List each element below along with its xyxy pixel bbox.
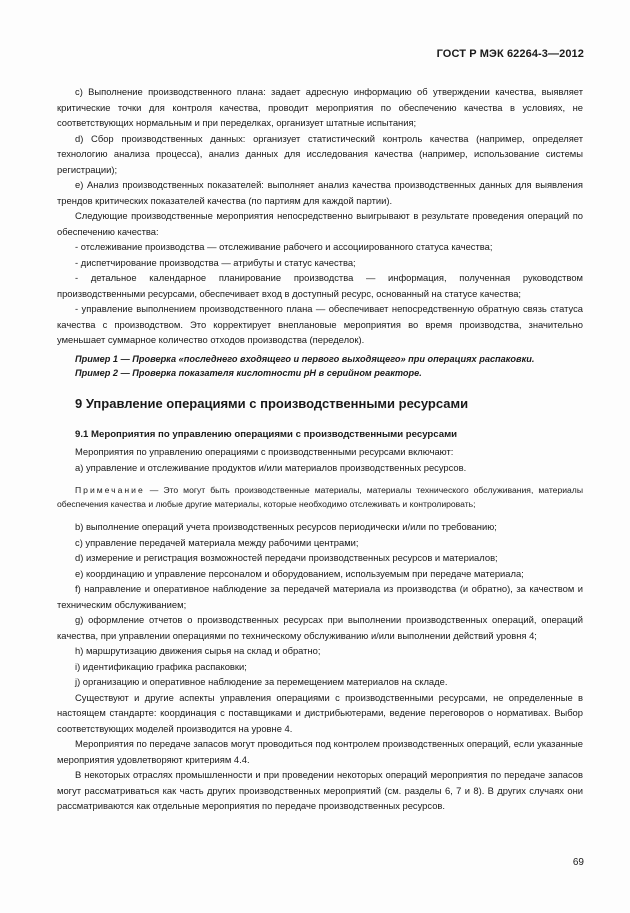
dash-item: - детальное календарное планирование производства — информация, полученная руководством производственными ресурсами, обеспечивает вход в доступный ресурс, основанный на статусе качества; (57, 272, 583, 299)
list-item: f) направление и оперативное наблюдение за передачей материала из производства (и обратно), за качеством и техническим обслуживанием; (57, 583, 583, 610)
subsection-heading: 9.1 Мероприятия по управлению операциями с производственными ресурсами (75, 428, 458, 440)
list-item: d) Сбор производственных данных: организует статистический контроль качества (например, определяет технологию анализа процесса), анализ данных для исследования качества (например, использование системы регистрации); (57, 132, 583, 175)
page-body (57, 84, 583, 814)
page-number: 69 (572, 857, 584, 868)
paragraph: В некоторых отраслях промышленности и при проведении некоторых операций мероприятия по передаче запасов могут рассматриваться как часть других производственных мероприятий (см. разделы 6, 7 и 8). В других случаях они рассматриваются как отдельные мероприятия по передаче производственных ресурсов. (57, 769, 583, 811)
example-1: Пример 1 — Проверка «последнего входящего и первого выходящего» при операциях распаковки. (75, 353, 535, 364)
list-item: c) управление передачей материала между рабочими центрами; (75, 536, 359, 548)
standard-code-header: ГОСТ Р МЭК 62264-3—2012 (436, 48, 584, 60)
list-item: j) организацию и оперативное наблюдение за перемещением материалов на складе. (75, 676, 448, 687)
list-item: i) идентификацию графика распаковки; (75, 660, 247, 672)
dash-item: - управление выполнением производственного плана — обеспечивает непосредственную обратную связь статуса качества с производством. Это корректирует внеплановые мероприятия во время производства, значительно уменьшает суммарное количество отходов производства (переделок). (57, 303, 583, 345)
paragraph: Существуют и другие аспекты управления операциями с производственными ресурсами, не определенные в настоящем стандарте: координация с поставщиками и дистрибьютерами, ведение переговоров о нормативах. Выбор соответствующих моделей производится на уровне 4. (57, 691, 583, 734)
list-item: d) измерение и регистрация возможностей передачи производственных ресурсов и материалов; (75, 552, 498, 563)
note-text: — Это могут быть производственные материалы, материалы технического обслуживания, материалы обеспечения качества и любые другие материалы, которые необходимо отслеживать и контролировать; (57, 485, 583, 509)
note (57, 483, 583, 511)
list-item: e) координацию и управление персоналом и оборудованием, используемым при передаче материала; (75, 567, 524, 579)
example-2: Пример 2 — Проверка показателя кислотности pH в серийном реакторе. (75, 368, 422, 378)
note-label: Примечание (75, 485, 145, 495)
paragraph: Следующие производственные мероприятия непосредственно выигрывают в результате проведения операций по обеспечению качества: (57, 210, 583, 237)
list-item: g) оформление отчетов о производственных ресурсах при выполнении производственных операций, операций качества, при управлении операциями по техническому обслуживанию и/или выполнении действий уровня 4; (57, 614, 583, 641)
examples-block (57, 352, 583, 381)
list-item: e) Анализ производственных показателей: выполняет анализ качества производственных данных для выявления трендов критических показателей качества (по партиям для каждой партии). (57, 179, 583, 206)
dash-item: - диспетчирование производства — атрибуты и статус качества; (75, 256, 356, 268)
list-item: b) выполнение операций учета производственных ресурсов периодически и/или по требованию; (75, 521, 497, 532)
section-heading: 9 Управление операциями с производственными ресурсами (75, 395, 469, 411)
dash-item: - отслеживание производства — отслеживание рабочего и ассоциированного статуса качества; (75, 241, 493, 252)
paragraph: Мероприятия по управлению операциями с производственными ресурсами включают: (75, 446, 454, 457)
list-item: h) маршрутизацию движения сырья на склад и обратно; (75, 645, 321, 656)
paragraph: Мероприятия по передаче запасов могут проводиться под контролем производственных операций, если указанные мероприятия удовлетворяют критериям 4.4. (57, 738, 583, 765)
list-item: a) управление и отслеживание продуктов и/или материалов производственных ресурсов. (75, 461, 467, 473)
list-item: c) Выполнение производственного плана: задает адресную информацию об утверждении качества, выявляет критические точки для контроля качества, проводит мероприятия по обеспечению качества в условиях, не соответствующих нормальным и при переделках, организует штатные испытания; (57, 86, 583, 128)
